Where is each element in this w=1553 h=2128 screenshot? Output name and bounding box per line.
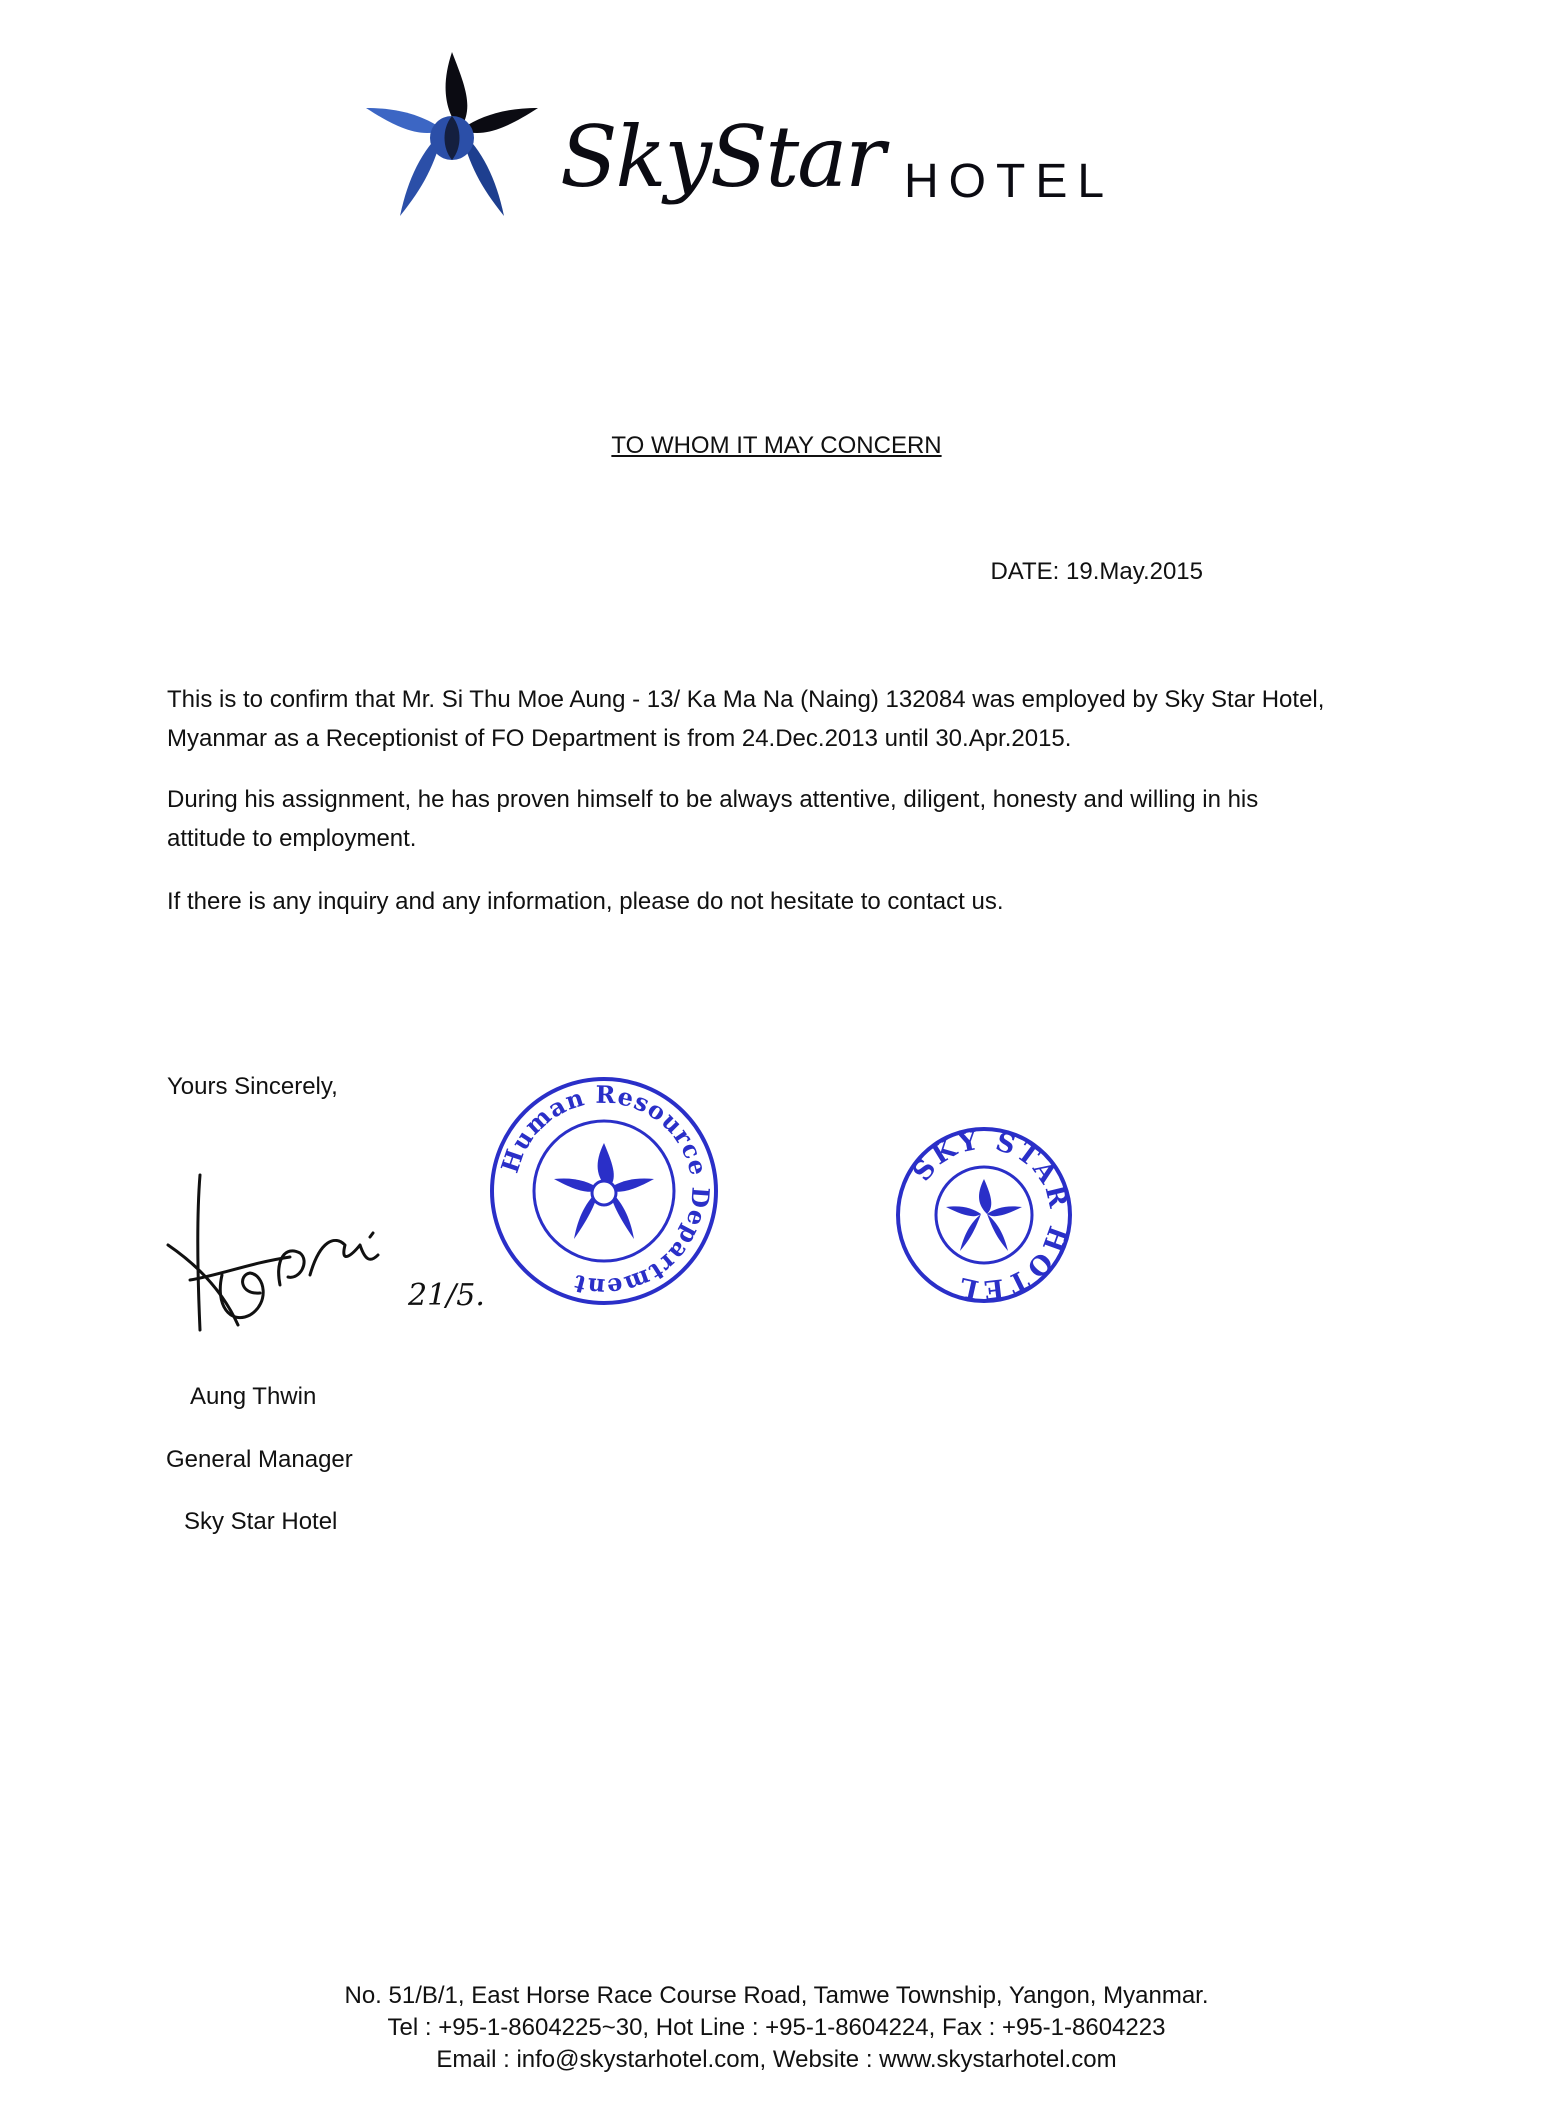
letter-heading: TO WHOM IT MAY CONCERN [611,432,942,459]
letter-date: DATE: 19.May.2015 [990,558,1203,585]
hr-department-stamp [488,1075,720,1307]
closing-salutation: Yours Sincerely, [167,1073,338,1100]
stamp-star-icon [554,1143,654,1239]
brand-word-logo: HOTEL [904,155,1115,208]
stamp-star-icon [946,1179,1022,1251]
footer-contact: Email : info@skystarhotel.com, Website : www.skystarhotel.com [436,2046,1117,2073]
star-flower-icon [362,50,542,225]
signature-date: 21/5. [408,1278,485,1313]
signer-title: General Manager [166,1446,353,1473]
body-paragraph: This is to confirm that Mr. Si Thu Moe Aung - 13/ Ka Ma Na (Naing) 132084 was employed by Sky Star Hotel, Myanmar as a Receptionist of FO Department is from 24.Dec.2013 until 30.Apr.2015. [167,686,1325,752]
footer-phones: Tel : +95-1-8604225~30, Hot Line : +95-1-8604224, Fax : +95-1-8604223 [387,2014,1166,2041]
brand-script-logo: SkyStar [560,108,884,206]
hr-stamp-text: Human Resource Department [494,1079,716,1303]
body-paragraph: During his assignment, he has proven himself to be always attentive, diligent, honesty and willing in his attitude to employment. [167,786,1259,852]
signer-organization: Sky Star Hotel [184,1508,338,1535]
hotel-stamp [894,1125,1074,1305]
footer-address: No. 51/B/1, East Horse Race Course Road, Tamwe Township, Yangon, Myanmar. [344,1982,1209,2009]
handwritten-signature [160,1165,520,1350]
hotel-stamp-text: SKY STAR HOTEL [907,1125,1074,1305]
signer-name: Aung Thwin [190,1383,317,1410]
body-paragraph: If there is any inquiry and any information, please do not hesitate to contact us. [167,888,1004,915]
